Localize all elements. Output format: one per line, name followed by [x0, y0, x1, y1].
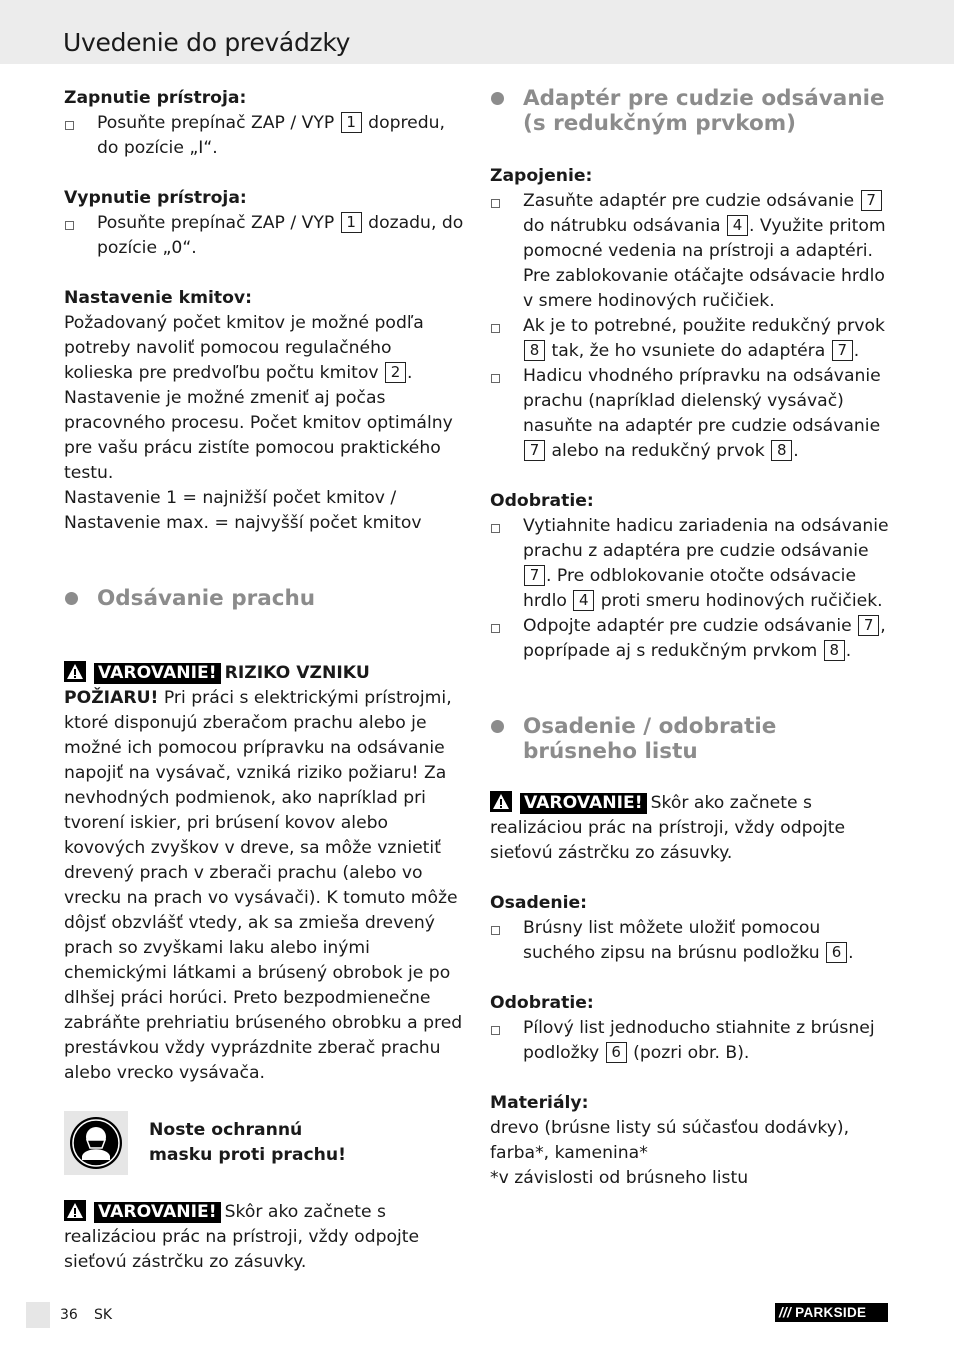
mask-notice — [64, 1111, 464, 1175]
page-header — [0, 0, 954, 64]
fire-warning: VAROVANIE! RIZIKO VZNIKU POŽIARU! Pri práci s elektrickými prístrojmi, ktoré disponujú zberačom prachu alebo je možné ich pomocou prípravku na odsávanie napojiť na vysávač, vzniká riziko požiaru! Za nevhodných podmienok, ako napríklad pri tvorení iskier, pri brúsení kovov alebo kovových zvyškov v dreve, sa môže vznietiť drevený prach v zberači prachu (alebo vo vrecku na prach vo vysávači). K tomuto môže dôjsť obzvlášť vtedy, ak sa zmieša drevený prach so zvyškami laku alebo inými chemickými látkami a brúsený obrobok je po dlhšej práci horúci. Preto bezpodmienečne zabráňte prehriatiu brúseného obrobku a pred prestávkou vždy vyprázdnite zberač prachu alebo vrecko vysávača. — [64, 663, 463, 1083]
switch-off-step: Posuňte prepínač ZAP / VYP 1 dozadu, do pozície „0“. — [64, 211, 464, 261]
strokes-text: Požadovaný počet kmitov je možné podľa potreby navoliť pomocou regulačného kolieska pre predvoľbu počtu kmitov 2 . Nastavenie je možné zmeniť aj počas pracovného procesu. Počet kmitov optimálny pre vašu prácu zistíte pomocou praktického testu. — [64, 313, 453, 483]
part-number: 7 — [832, 340, 853, 361]
part-number: 1 — [341, 112, 362, 133]
switch-off-title: Vypnutie prístroja: — [64, 188, 247, 208]
part-number: 7 — [524, 440, 545, 461]
right-column — [490, 86, 892, 1191]
dust-extraction-heading: Odsávanie prachu — [64, 586, 464, 611]
fit-title: Osadenie: — [490, 893, 588, 913]
part-number: 1 — [341, 212, 362, 233]
strokes-setting-min: Nastavenie 1 = najnižší počet kmitov / — [64, 488, 397, 508]
warning-label: VAROVANIE! — [94, 663, 221, 684]
unplug-warning: VAROVANIE! Skôr ako začnete s realizáciou prác na prístroji, vždy odpojte sieťovú zástrčku zo zásuvky. — [64, 1202, 420, 1272]
materials-title: Materiály: — [490, 1093, 589, 1113]
strokes-title: Nastavenie kmitov: — [64, 288, 252, 308]
language-code: SK — [94, 1307, 113, 1323]
mask-line-1: Noste ochrannú — [149, 1120, 303, 1140]
remove-step-1: Vytiahnite hadicu zariadenia na odsávanie prachu z adaptéra pre cudzie odsávanie 7 . Pre odblokovanie otočte odsávacie hrdlo 4 proti smeru hodinových ručičiek. — [490, 514, 892, 614]
page-number: 36 — [60, 1307, 78, 1323]
part-number: 7 — [858, 615, 879, 636]
footer-marker — [26, 1302, 50, 1328]
part-number: 8 — [824, 640, 845, 661]
part-number: 4 — [573, 590, 594, 611]
connect-title: Zapojenie: — [490, 166, 593, 186]
materials-text: drevo (brúsne listy sú súčasťou dodávky), farba*, kamenina* — [490, 1118, 850, 1163]
bullet-dot-icon — [491, 92, 504, 105]
warning-triangle-icon — [64, 1200, 86, 1221]
connect-step-1: Zasuňte adaptér pre cudzie odsávanie 7 do nátrubku odsávania 4 . Využite pritom pomocné vedenia na prístroji a adaptéri. Pre zablokovanie otáčajte odsávacie hrdlo v smere hodinových ručičiek. — [490, 189, 892, 314]
part-number: 2 — [385, 362, 406, 383]
materials-note: *v závislosti od brúsneho listu — [490, 1168, 749, 1188]
switch-on-step: Posuňte prepínač ZAP / VYP 1 dopredu, do pozície „I“. — [64, 111, 464, 161]
part-number: 8 — [771, 440, 792, 461]
bullet-dot-icon — [491, 720, 504, 733]
remove-title: Odobratie: — [490, 491, 594, 511]
strokes-setting-max: Nastavenie max. = najvyšší počet kmitov — [64, 513, 422, 533]
adapter-heading: Adaptér pre cudzie odsávanie (s redukčným prvkom) — [490, 86, 892, 136]
parkside-logo: /// PARKSIDE — [775, 1303, 888, 1322]
remove-step-2: Odpojte adaptér pre cudzie odsávanie 7 , poprípade aj s redukčným prvkom 8 . — [490, 614, 892, 664]
page-title: Uvedenie do prevádzky — [63, 28, 351, 57]
warning-triangle-icon — [490, 791, 512, 812]
left-column — [64, 86, 464, 1275]
connect-step-2: Ak je to potrebné, použite redukčný prvok 8 tak, že ho vsuniete do adaptéra 7 . — [490, 314, 892, 364]
dust-mask-icon — [64, 1111, 128, 1175]
mask-line-2: masku proti prachu! — [149, 1145, 346, 1165]
part-number: 7 — [861, 190, 882, 211]
unplug-warning: VAROVANIE! Skôr ako začnete s realizáciou prác na prístroji, vždy odpojte sieťovú zástrčku zo zásuvky. — [490, 793, 846, 863]
part-number: 7 — [524, 565, 545, 586]
part-number: 4 — [727, 215, 748, 236]
part-number: 6 — [826, 942, 847, 963]
remove-sheet-step: Pílový list jednoducho stiahnite z brúsnej podložky 6 (pozri obr. B). — [490, 1016, 892, 1066]
connect-step-3: Hadicu vhodného prípravku na odsávanie prachu (napríklad dielenský vysávač) nasuňte na adaptér pre cudzie odsávanie 7 alebo na redukčný prvok 8 . — [490, 364, 892, 464]
part-number: 8 — [524, 340, 545, 361]
fire-risk-title: RIZIKO VZNIKU POŽIARU! — [64, 663, 370, 708]
warning-label: VAROVANIE! — [520, 793, 647, 814]
warning-triangle-icon — [64, 661, 86, 682]
remove-sheet-title: Odobratie: — [490, 993, 594, 1013]
bullet-dot-icon — [65, 592, 78, 605]
switch-on-title: Zapnutie prístroja: — [64, 88, 247, 108]
part-number: 6 — [606, 1042, 627, 1063]
sanding-sheet-heading: Osadenie / odobratie brúsneho listu — [490, 714, 892, 764]
warning-label: VAROVANIE! — [94, 1202, 221, 1223]
fit-step: Brúsny list môžete uložiť pomocou suchého zipsu na brúsnu podložku 6 . — [490, 916, 892, 966]
